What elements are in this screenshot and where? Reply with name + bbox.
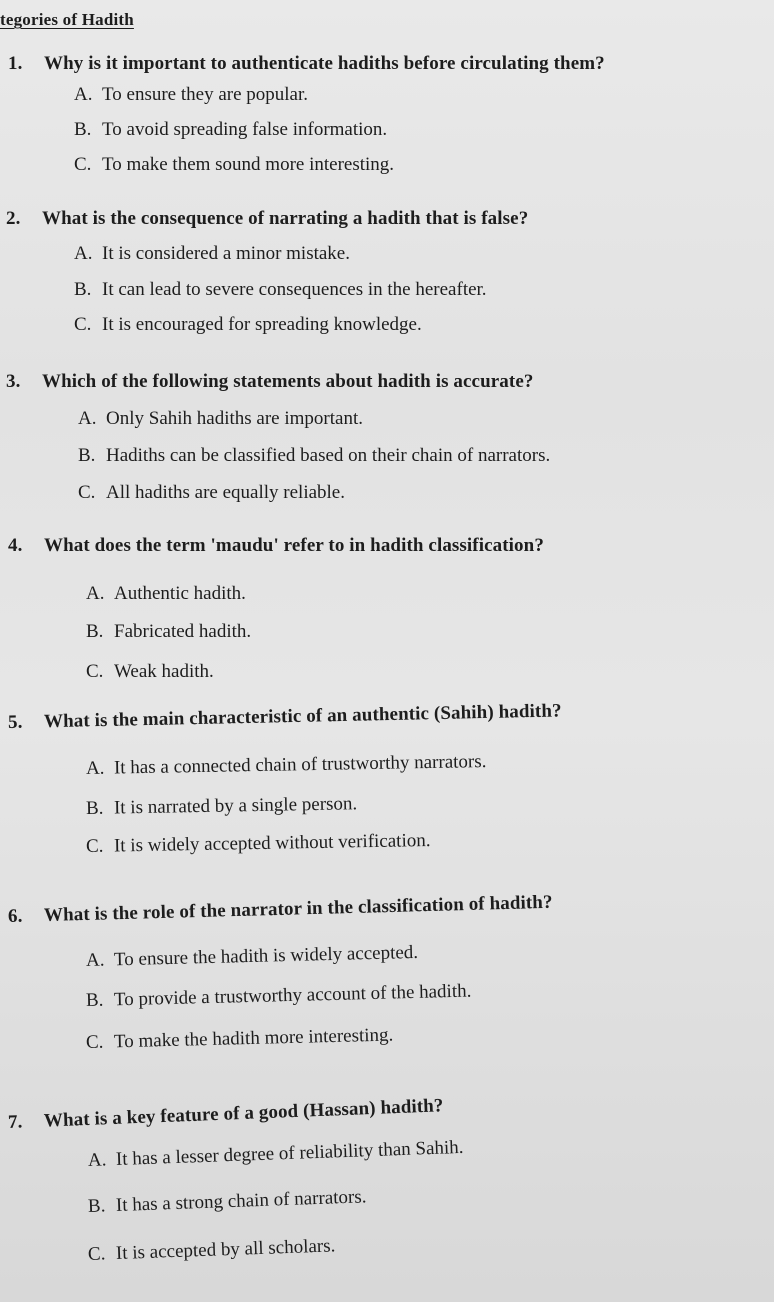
option-letter: B.	[87, 1195, 106, 1217]
option-letter: A.	[74, 243, 93, 264]
option-text: Only Sahih hadiths are important.	[106, 408, 363, 429]
option-7a[interactable]	[88, 1137, 464, 1172]
option-text: It is accepted by all scholars.	[115, 1235, 336, 1265]
question-5-text	[8, 700, 562, 734]
option-letter: B.	[85, 797, 104, 819]
option-2b[interactable]	[74, 279, 487, 301]
question-number: 7.	[7, 1111, 23, 1133]
option-letter: A.	[87, 1149, 107, 1171]
option-letter: B.	[74, 279, 92, 300]
option-letter: C.	[86, 661, 104, 682]
option-2a[interactable]	[74, 243, 350, 265]
question-prompt: What is the consequence of narrating a hadith that is false?	[42, 208, 529, 229]
question-3-text	[6, 371, 533, 393]
option-letter: C.	[74, 314, 92, 335]
option-3b[interactable]	[78, 445, 550, 467]
option-text: To avoid spreading false information.	[102, 119, 388, 140]
question-prompt: What does the term 'maudu' refer to in hadith classification?	[44, 535, 544, 556]
option-2c[interactable]	[74, 314, 422, 336]
option-4c[interactable]	[86, 661, 214, 683]
option-text: It can lead to severe consequences in the hereafter.	[102, 279, 487, 300]
question-number: 1.	[8, 53, 23, 74]
option-4a[interactable]	[86, 583, 246, 605]
question-4-text	[8, 535, 544, 557]
option-6c[interactable]	[86, 1024, 394, 1054]
option-text: To provide a trustworthy account of the hadith.	[113, 980, 472, 1011]
question-number: 6.	[7, 905, 23, 927]
option-letter: A.	[85, 949, 105, 971]
option-text: All hadiths are equally reliable.	[106, 482, 345, 503]
question-number: 4.	[8, 535, 23, 556]
option-7b[interactable]	[88, 1186, 367, 1218]
question-number: 3.	[6, 371, 21, 392]
option-letter: B.	[85, 989, 104, 1011]
option-5c[interactable]	[86, 830, 431, 858]
option-4b[interactable]	[86, 621, 251, 643]
option-text: Fabricated hadith.	[114, 621, 252, 642]
option-text: To make the hadith more interesting.	[113, 1024, 394, 1053]
option-letter: B.	[74, 119, 92, 140]
option-letter: B.	[78, 445, 96, 466]
option-text: To ensure they are popular.	[102, 84, 309, 105]
question-2-text	[6, 208, 528, 230]
option-text: It is encouraged for spreading knowledge.	[102, 314, 422, 335]
question-number: 2.	[6, 208, 21, 229]
option-letter: B.	[86, 621, 104, 642]
option-text: To make them sound more interesting.	[102, 154, 395, 175]
option-letter: A.	[78, 408, 97, 429]
option-letter: C.	[85, 1031, 104, 1053]
option-text: It is widely accepted without verification.	[113, 829, 431, 857]
question-prompt: What is a key feature of a good (Hassan) hadith?	[43, 1095, 444, 1132]
question-prompt: Why is it important to authenticate hadiths before circulating them?	[44, 53, 605, 74]
option-5a[interactable]	[86, 751, 487, 780]
option-text: It is narrated by a single person.	[113, 793, 358, 819]
option-letter: A.	[85, 757, 105, 779]
option-letter: C.	[78, 482, 96, 503]
question-7-text	[8, 1095, 444, 1134]
question-6-text	[8, 892, 553, 928]
option-letter: A.	[74, 84, 93, 105]
question-prompt: What is the role of the narrator in the classification of hadith?	[43, 891, 553, 927]
option-text: It has a strong chain of narrators.	[115, 1186, 367, 1217]
option-text: To ensure the hadith is widely accepted.	[113, 941, 419, 971]
option-text: It has a lesser degree of reliability than Sahih.	[115, 1136, 464, 1171]
option-letter: C.	[74, 154, 92, 175]
option-text: Weak hadith.	[114, 661, 214, 682]
option-5b[interactable]	[86, 793, 358, 820]
option-letter: A.	[86, 583, 105, 604]
page-title: tegories of Hadith	[0, 10, 134, 29]
option-letter: C.	[87, 1243, 106, 1265]
option-text: It is considered a minor mistake.	[102, 243, 350, 264]
option-text: Hadiths can be classified based on their chain of narrators.	[106, 445, 551, 466]
option-3c[interactable]	[78, 482, 345, 504]
question-prompt: What is the main characteristic of an authentic (Sahih) hadith?	[43, 700, 562, 733]
option-6b[interactable]	[86, 981, 472, 1012]
question-number: 5.	[7, 711, 23, 733]
option-letter: C.	[85, 835, 104, 857]
option-3a[interactable]	[78, 408, 363, 430]
option-6a[interactable]	[86, 942, 419, 972]
option-text: It has a connected chain of trustworthy narrators.	[113, 751, 487, 779]
option-7c[interactable]	[88, 1235, 336, 1266]
question-prompt: Which of the following statements about hadith is accurate?	[42, 371, 534, 392]
option-text: Authentic hadith.	[114, 583, 246, 604]
